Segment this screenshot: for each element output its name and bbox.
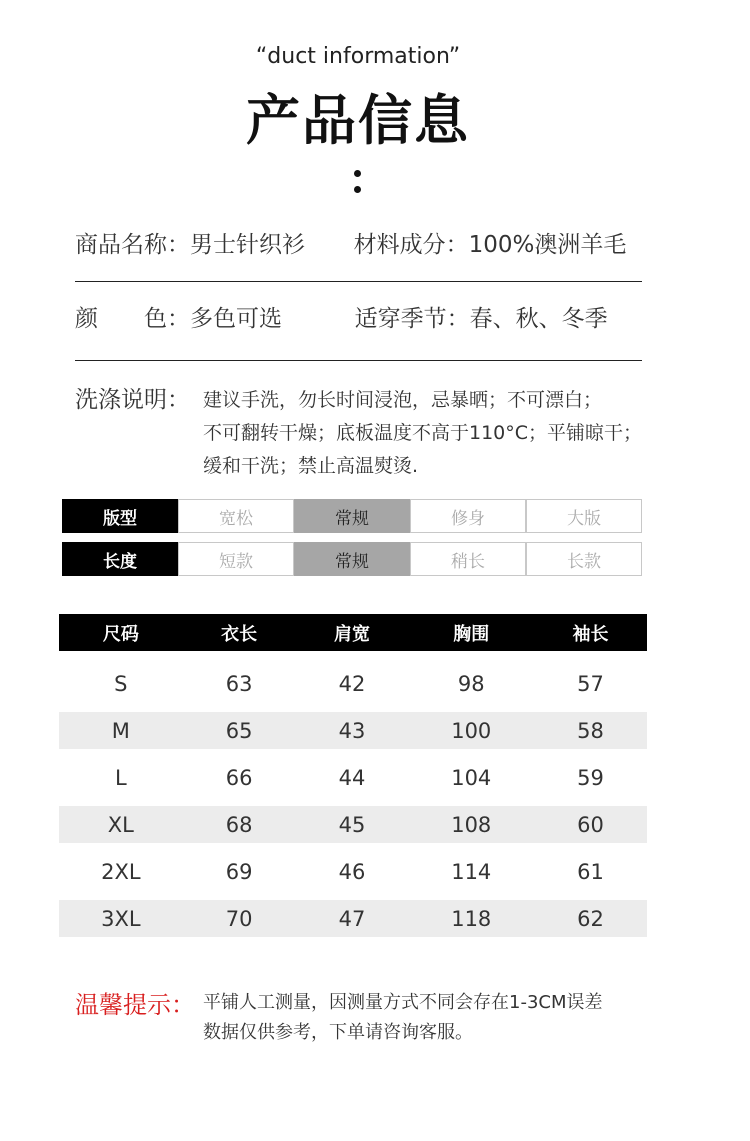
tip-line: 平铺人工测量，因测量方式不同会存在1-3CM误差 (203, 992, 603, 1013)
product-name-label: 商品名称： (75, 232, 190, 258)
table-row (59, 665, 647, 702)
header-shoulder: 肩宽 (296, 614, 409, 651)
cell-sleeve: 60 (534, 806, 647, 843)
length-option: 短款 (178, 542, 294, 576)
cell-length: 65 (183, 712, 296, 749)
cell-chest: 98 (457, 671, 485, 696)
cell-chest: 100 (408, 712, 534, 749)
cell-chest: 114 (451, 859, 492, 884)
cell-sleeve: 58 (534, 712, 647, 749)
cell-sleeve: 62 (534, 900, 647, 937)
fit-option: 宽松 (178, 499, 294, 533)
length-label: 长度 (62, 542, 178, 576)
cell-size: 3XL (59, 900, 183, 937)
material-value: 100%澳洲羊毛 (468, 232, 627, 258)
header-size: 尺码 (59, 614, 183, 651)
header-length: 衣长 (183, 614, 296, 651)
divider-line (75, 281, 642, 282)
table-row (59, 900, 647, 937)
divider-dot-top (354, 170, 361, 177)
size-table-header (59, 614, 647, 651)
cell-sleeve: 61 (577, 859, 604, 884)
cell-shoulder: 45 (296, 806, 409, 843)
wash-line: 缓和干洗；禁止高温熨烫. (203, 455, 419, 477)
tip-line: 数据仅供参考，下单请咨询客服。 (203, 1022, 473, 1043)
cell-size: 2XL (101, 859, 141, 884)
wash-instructions-text (203, 384, 673, 483)
product-name-value: 男士针织衫 (190, 232, 305, 258)
length-option-selected: 常规 (294, 542, 410, 576)
cell-shoulder: 46 (338, 859, 366, 884)
cell-length: 70 (183, 900, 296, 937)
cell-length: 66 (225, 765, 253, 790)
size-table (59, 614, 647, 937)
cell-chest: 108 (408, 806, 534, 843)
fit-option-selected: 常规 (294, 499, 410, 533)
cell-size: S (114, 671, 128, 696)
length-option: 稍长 (410, 542, 526, 576)
table-row (59, 712, 647, 749)
wash-line: 建议手洗，勿长时间浸泡，忌暴晒；不可漂白； (203, 389, 603, 411)
wash-instructions-label: 洗涤说明： (75, 387, 190, 413)
length-options-row (62, 542, 642, 576)
cell-size: L (114, 765, 127, 790)
divider-dot-bottom (354, 186, 361, 193)
cell-sleeve: 59 (577, 765, 604, 790)
cell-shoulder: 44 (338, 765, 366, 790)
season-value: 春、秋、冬季 (469, 306, 608, 332)
cell-chest: 118 (408, 900, 534, 937)
info-row-color-season (75, 300, 608, 333)
section-subtitle: “duct information” (255, 44, 461, 69)
color-label: 颜 色： (75, 306, 190, 332)
cell-shoulder: 42 (338, 671, 366, 696)
info-row-name-material (75, 226, 626, 259)
divider-line (75, 360, 642, 361)
tip-label: 温馨提示： (75, 991, 195, 1019)
header-chest: 胸围 (408, 614, 534, 651)
cell-length: 69 (225, 859, 253, 884)
color-value: 多色可选 (190, 306, 282, 332)
page-title: 产品信息 (246, 89, 470, 152)
cell-length: 63 (225, 671, 253, 696)
fit-option: 大版 (526, 499, 642, 533)
table-row (59, 806, 647, 843)
tip-text (203, 988, 643, 1048)
table-row (59, 759, 647, 796)
season-label: 适穿季节： (354, 306, 470, 332)
fit-options-row (62, 499, 642, 533)
header-sleeve: 袖长 (534, 614, 647, 651)
material-label: 材料成分： (353, 232, 469, 258)
fit-option: 修身 (410, 499, 526, 533)
cell-size: M (59, 712, 183, 749)
wash-line: 不可翻转干燥；底板温度不高于110°C；平铺晾干； (203, 422, 643, 444)
fit-label: 版型 (62, 499, 178, 533)
cell-length: 68 (183, 806, 296, 843)
cell-shoulder: 47 (296, 900, 409, 937)
length-option: 长款 (526, 542, 642, 576)
cell-shoulder: 43 (296, 712, 409, 749)
table-row (59, 853, 647, 890)
cell-size: XL (59, 806, 183, 843)
cell-sleeve: 57 (577, 671, 604, 696)
cell-chest: 104 (451, 765, 492, 790)
